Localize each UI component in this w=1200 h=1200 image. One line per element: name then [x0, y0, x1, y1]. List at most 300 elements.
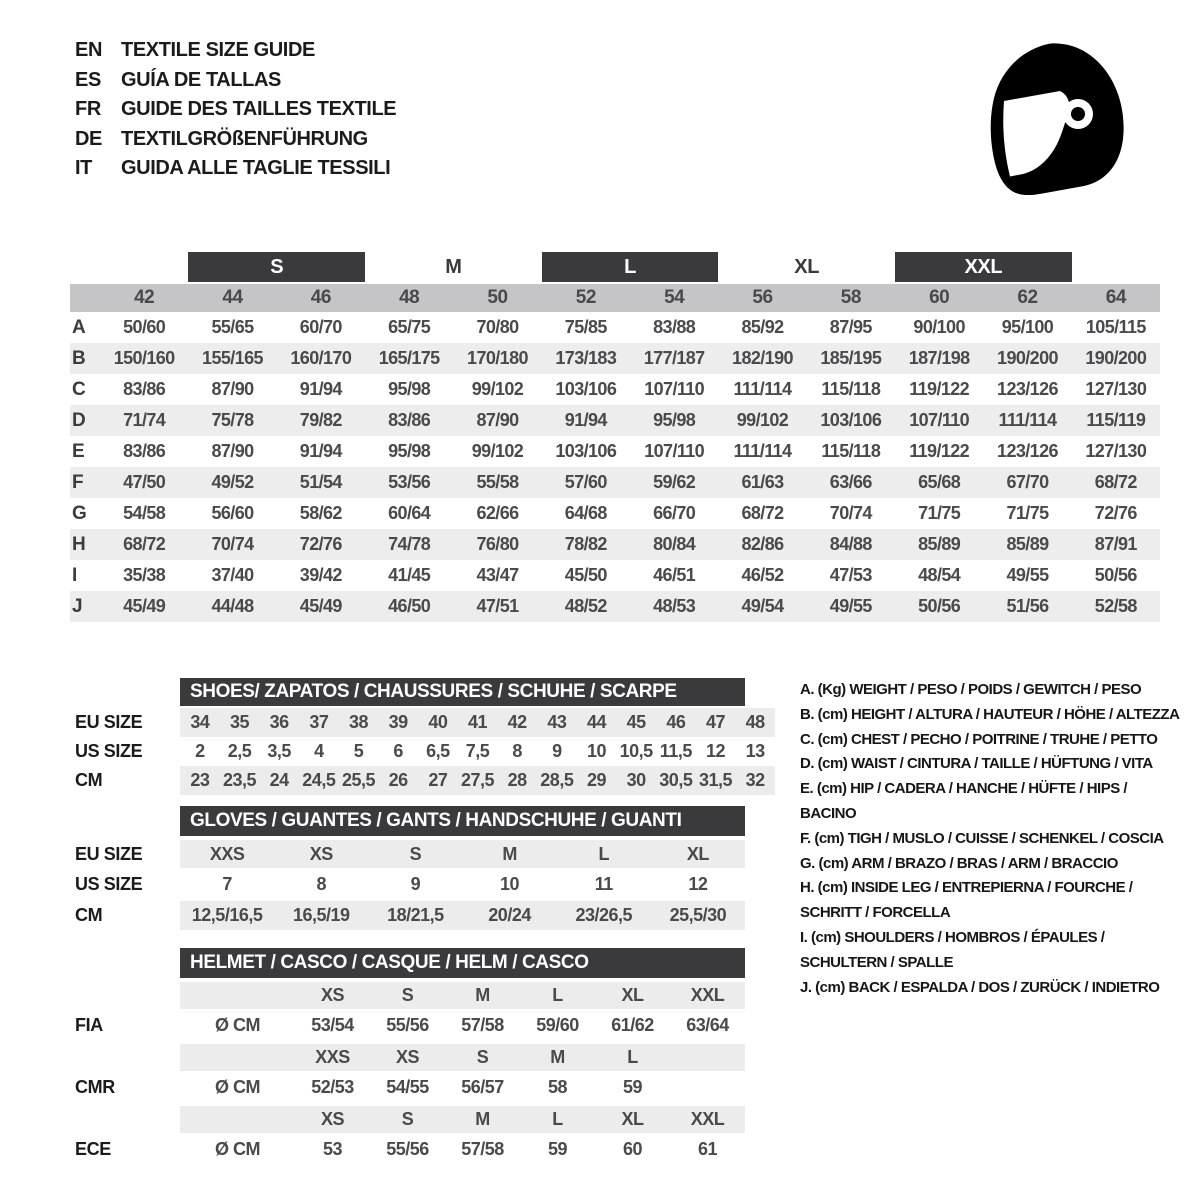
textile-cell: 46/52 — [741, 565, 784, 585]
textile-cell: 47/53 — [829, 565, 872, 585]
textile-cell: 177/187 — [643, 348, 705, 368]
textile-cell: 41/45 — [388, 565, 431, 585]
textile-cell: 50/56 — [1094, 565, 1137, 585]
helmet-ece-sizes-cell: L — [552, 1109, 563, 1129]
textile-row-e — [70, 436, 1160, 467]
size-group-xl: XL — [794, 255, 820, 278]
language-title: GUIDA ALLE TAGLIE TESSILI — [121, 157, 391, 179]
shoes-cm-cell: 31,5 — [698, 770, 733, 790]
textile-cell: 111/114 — [733, 379, 792, 399]
textile-cell: 45/49 — [299, 596, 342, 616]
helmet-label-fia: FIA — [75, 1014, 103, 1035]
textile-row-h — [70, 529, 1160, 560]
textile-cell: 68/72 — [1094, 472, 1137, 492]
language-row-fr — [75, 95, 396, 125]
textile-cell: 48/52 — [564, 596, 607, 616]
textile-cell: 56/60 — [211, 503, 254, 523]
shoes-cm-cell: 30,5 — [659, 770, 693, 790]
textile-cell: 48/54 — [918, 565, 961, 585]
gloves-cm-cell: 20/24 — [488, 905, 531, 925]
shoes-cm-cell: 27 — [428, 770, 448, 790]
row-letter: E — [72, 440, 85, 462]
shoes-eu-size-cell: 39 — [388, 712, 408, 732]
textile-cell: 187/198 — [908, 348, 970, 368]
shoes-us-size-cell: 11,5 — [659, 741, 692, 761]
size-group-m: M — [445, 255, 462, 278]
shoes-eu-size-cell: 40 — [428, 712, 448, 732]
row-letter: B — [72, 347, 86, 369]
helmet-cmr-sizes-cell: XS — [395, 1047, 419, 1067]
gloves-cm-cell: 12,5/16,5 — [191, 905, 263, 925]
textile-size-bar — [70, 252, 1160, 282]
language-title: TEXTILGRÖßENFÜHRUNG — [121, 127, 368, 150]
helmet-cmr-sizes-cell: L — [627, 1047, 638, 1067]
gloves-us-size-cell: 8 — [316, 874, 326, 894]
helmet-fia-values-cell: 57/58 — [461, 1014, 504, 1035]
language-title: GUIDE DES TAILLES TEXTILE — [121, 98, 397, 120]
helmet-cmr-values-cell: 58 — [547, 1076, 568, 1097]
size-number: 54 — [664, 287, 685, 308]
numeric-letter-spacer — [70, 284, 100, 312]
shoes-cm-row — [180, 766, 775, 795]
textile-cell: 72/76 — [1094, 503, 1137, 523]
textile-cell: 87/90 — [211, 441, 254, 461]
textile-cell: 87/95 — [829, 317, 872, 337]
textile-cell: 185/195 — [820, 348, 882, 368]
textile-cell: 115/119 — [1086, 410, 1146, 430]
textile-cell: 60/70 — [299, 317, 342, 337]
textile-cell: 83/88 — [653, 317, 696, 337]
size-group-xxl: XXL — [895, 252, 1072, 282]
textile-cell: 72/76 — [299, 534, 342, 554]
gloves-label-eu-size: EU SIZE — [75, 843, 143, 864]
language-row-de — [75, 125, 396, 155]
gloves-cm-cell: 16,5/19 — [292, 905, 350, 925]
helmet-fia-values-cell: 63/64 — [686, 1014, 729, 1035]
helmet-ece-values-cell: 61 — [697, 1138, 718, 1159]
measurement-legend — [800, 678, 1180, 1000]
legend-item-j: J. (cm) BACK / ESPALDA / DOS / ZURÜCK / INDIETRO — [800, 978, 1160, 996]
textile-cell: 65/75 — [388, 317, 431, 337]
shoes-eu-size-cell: 42 — [507, 712, 527, 732]
helmet-label-ece: ECE — [75, 1138, 111, 1159]
shoes-us-size-cell: 3,5 — [267, 741, 291, 761]
textile-cell: 50/56 — [918, 596, 961, 616]
textile-cell: 66/70 — [653, 503, 696, 523]
gloves-cm-row — [180, 901, 745, 930]
textile-cell: 35/38 — [123, 565, 166, 585]
shoes-eu-size-cell: 35 — [229, 712, 249, 732]
textile-cell: 91/94 — [299, 441, 342, 461]
legend-item-e: E. (cm) HIP / CADERA / HANCHE / HÜFTE / HIPS / BACINO — [800, 780, 1128, 822]
gloves-eu-size-cell: L — [598, 843, 609, 864]
textile-cell: 105/115 — [1085, 317, 1146, 337]
helmet-fia-sizes-cell: M — [475, 985, 490, 1005]
shoes-eu-size-cell: 37 — [309, 712, 329, 732]
textile-cell: 111/114 — [733, 441, 792, 461]
textile-cell: 57/60 — [564, 472, 607, 492]
helmet-cmr-values-cell: 59 — [622, 1076, 643, 1097]
textile-cell: 47/50 — [123, 472, 166, 492]
shoes-cm-cell: 26 — [388, 770, 408, 790]
shoes-eu-size-row — [180, 708, 775, 737]
size-group-spacer — [100, 252, 188, 282]
textile-cell: 46/51 — [653, 565, 696, 585]
textile-row-a — [70, 312, 1160, 343]
shoes-eu-size-cell: 45 — [626, 712, 646, 732]
textile-cell: 87/90 — [476, 410, 519, 430]
row-letter: I — [72, 564, 77, 586]
textile-cell: 115/118 — [821, 379, 881, 399]
legend-item-f: F. (cm) TIGH / MUSLO / CUISSE / SCHENKEL / COSCIA — [800, 829, 1164, 847]
helmet-cmr-sizes-cell: XXS — [315, 1047, 350, 1067]
textile-numeric-sizes-row — [70, 284, 1160, 312]
textile-cell: 107/110 — [909, 410, 970, 430]
size-group-spacer — [1072, 252, 1160, 282]
textile-row-d — [70, 405, 1160, 436]
textile-cell: 62/66 — [476, 503, 519, 523]
helmet-fia-sizes-cell: L — [552, 985, 563, 1005]
textile-cell: 70/74 — [829, 503, 872, 523]
gloves-cm-cell: 23/26,5 — [575, 905, 633, 925]
row-letter: J — [72, 595, 83, 617]
gloves-eu-size-cell: XXS — [209, 843, 245, 864]
textile-cell: 107/110 — [644, 379, 705, 399]
helmet-cmr-sizes-row — [180, 1044, 745, 1071]
helmet-ece-sizes-row — [180, 1106, 745, 1133]
shoes-us-size-cell: 12 — [705, 741, 725, 761]
textile-cell: 127/130 — [1085, 441, 1147, 461]
textile-cell: 170/180 — [467, 348, 528, 368]
textile-cell: 182/190 — [732, 348, 793, 368]
textile-cell: 85/92 — [741, 317, 784, 337]
language-row-es — [75, 66, 396, 96]
shoes-cm-cell: 32 — [745, 770, 765, 790]
textile-cell: 123/126 — [997, 441, 1058, 461]
textile-cell: 58/62 — [299, 503, 342, 523]
textile-cell: 83/86 — [388, 410, 431, 430]
shoes-label-us-size: US SIZE — [75, 741, 143, 761]
legend-item-i: I. (cm) SHOULDERS / HOMBROS / ÉPAULES / SCHULTERN / SPALLE — [800, 928, 1105, 971]
textile-cell: 59/62 — [653, 472, 696, 492]
textile-cell: 190/200 — [1085, 348, 1147, 368]
helmet-ece-sizes-cell: XL — [621, 1109, 644, 1129]
textile-cell: 45/49 — [123, 596, 166, 616]
gloves-label-cm: CM — [75, 905, 103, 925]
racing-helmet-icon — [982, 40, 1132, 198]
shoes-us-size-cell: 10 — [586, 741, 606, 761]
textile-cell: 64/68 — [564, 503, 607, 523]
shoes-us-size-cell: 2,5 — [227, 741, 252, 761]
row-letter: F — [72, 471, 84, 493]
size-number: 42 — [134, 287, 155, 308]
textile-cell: 82/86 — [741, 534, 784, 554]
helmet-fia-sizes-cell: XS — [320, 985, 344, 1005]
shoes-us-size-row — [180, 737, 775, 766]
textile-cell: 119/122 — [909, 379, 970, 399]
textile-cell: 99/102 — [471, 379, 524, 399]
textile-cell: 71/75 — [918, 503, 961, 523]
helmet-fia-sizes-row — [180, 982, 745, 1009]
gloves-cm-cell: 18/21,5 — [387, 905, 444, 925]
shoes-us-size-cell: 13 — [745, 741, 765, 761]
textile-cell: 49/52 — [211, 472, 254, 492]
shoes-us-size-cell: 8 — [512, 741, 522, 761]
textile-cell: 51/54 — [299, 472, 342, 492]
shoes-cm-cell: 27,5 — [460, 770, 495, 790]
textile-cell: 160/170 — [290, 348, 352, 368]
helmet-fia-values-cell: 53/54 — [311, 1014, 354, 1035]
gloves-us-size-cell: 7 — [222, 874, 232, 894]
textile-cell: 103/106 — [555, 379, 617, 399]
row-letter: C — [72, 378, 86, 400]
language-list — [75, 36, 396, 184]
helmet-section-header: HELMET / CASCO / CASQUE / HELM / CASCO — [180, 948, 745, 978]
textile-cell: 95/98 — [388, 441, 431, 461]
textile-cell: 107/110 — [644, 441, 705, 461]
helmet-ece-values-cell: 59 — [547, 1138, 568, 1159]
textile-cell: 111/114 — [998, 410, 1057, 430]
gloves-eu-size-cell: M — [502, 843, 517, 864]
textile-cell: 95/98 — [388, 379, 431, 399]
textile-cell: 127/130 — [1085, 379, 1147, 399]
helmet-cmr-values-row — [180, 1072, 745, 1102]
textile-row-g — [70, 498, 1160, 529]
shoes-eu-size-cell: 46 — [666, 712, 686, 732]
shoes-cm-cell: 28,5 — [540, 770, 574, 790]
gloves-eu-size-cell: S — [409, 843, 422, 864]
textile-cell: 53/56 — [388, 472, 431, 492]
textile-cell: 68/72 — [741, 503, 784, 523]
textile-cell: 63/66 — [829, 472, 872, 492]
helmet-ece-values-cell: 57/58 — [461, 1138, 504, 1159]
helmet-ece-values-cell: 53 — [322, 1138, 343, 1159]
shoes-label-cm: CM — [75, 770, 103, 790]
helmet-fia-values-cell: 59/60 — [536, 1014, 579, 1035]
size-number: 62 — [1017, 287, 1038, 308]
language-code: IT — [75, 157, 92, 179]
gloves-eu-size-cell: XS — [309, 843, 333, 864]
textile-cell: 91/94 — [299, 379, 342, 399]
helmet-ece-values-row — [180, 1134, 745, 1164]
textile-cell: 90/100 — [913, 317, 965, 337]
shoes-cm-cell: 24 — [269, 770, 289, 790]
legend-item-a: A. (Kg) WEIGHT / PESO / POIDS / GEWITCH / PESO — [800, 681, 1142, 698]
helmet-ece-sizes-cell: M — [475, 1109, 490, 1129]
textile-cell: 99/102 — [736, 410, 789, 430]
size-number: 56 — [752, 287, 773, 308]
textile-cell: 76/80 — [476, 534, 519, 554]
textile-cell: 47/51 — [476, 596, 519, 616]
textile-cell: 75/78 — [211, 410, 254, 430]
shoes-us-size-cell: 6 — [393, 741, 403, 761]
textile-row-f — [70, 467, 1160, 498]
textile-cell: 61/63 — [741, 472, 784, 492]
textile-size-table — [70, 252, 1160, 622]
textile-cell: 99/102 — [471, 441, 524, 461]
gloves-eu-size-cell: XL — [686, 843, 709, 864]
shoes-eu-size-cell: 47 — [705, 712, 725, 732]
textile-cell: 44/48 — [211, 596, 254, 616]
shoes-us-size-cell: 9 — [552, 741, 562, 761]
helmet-ece-values-cell: 60 — [622, 1138, 643, 1159]
size-number: 60 — [929, 287, 950, 308]
textile-cell: 67/70 — [1006, 472, 1049, 492]
shoes-eu-size-cell: 41 — [467, 712, 487, 732]
textile-cell: 123/126 — [997, 379, 1058, 399]
size-bar-letter-spacer — [70, 252, 100, 282]
textile-cell: 165/175 — [378, 348, 440, 368]
textile-cell: 55/65 — [211, 317, 254, 337]
helmet-fia-values-cell: 61/62 — [611, 1014, 654, 1035]
textile-cell: 54/58 — [123, 503, 166, 523]
textile-cell: 46/50 — [388, 596, 431, 616]
textile-cell: 37/40 — [211, 565, 254, 585]
textile-cell: 83/86 — [123, 441, 166, 461]
textile-cell: 78/82 — [564, 534, 607, 554]
textile-cell: 65/68 — [918, 472, 961, 492]
helmet-ece-values-cell: Ø CM — [215, 1138, 260, 1159]
language-row-en — [75, 36, 396, 66]
helmet-fia-sizes-cell: S — [401, 985, 414, 1005]
size-number: 44 — [222, 287, 243, 308]
shoes-eu-size-cell: 48 — [745, 712, 765, 732]
shoes-eu-size-cell: 34 — [190, 712, 210, 732]
size-number: 52 — [575, 287, 596, 308]
legend-item-h: H. (cm) INSIDE LEG / ENTREPIERNA / FOURCHE / SCHRITT / FORCELLA — [800, 879, 1133, 922]
textile-row-j — [70, 591, 1160, 622]
helmet-fia-values-cell: Ø CM — [215, 1014, 260, 1035]
gloves-cm-cell: 25,5/30 — [669, 905, 727, 925]
size-group-s: S — [188, 252, 365, 282]
gloves-us-size-cell: 10 — [500, 874, 520, 894]
shoes-cm-cell: 28 — [507, 770, 527, 790]
helmet-fia-values-row — [180, 1010, 745, 1040]
legend-item-g: G. (cm) ARM / BRAZO / BRAS / ARM / BRACCIO — [800, 854, 1118, 872]
textile-cell: 50/60 — [123, 317, 166, 337]
size-number: 64 — [1105, 287, 1126, 308]
gloves-us-size-row — [180, 870, 745, 899]
textile-cell: 43/47 — [476, 565, 519, 585]
helmet-ece-sizes-cell: XS — [320, 1109, 344, 1129]
gloves-section-header: GLOVES / GUANTES / GANTS / HANDSCHUHE / GUANTI — [180, 806, 745, 836]
textile-cell: 155/165 — [202, 348, 263, 368]
shoes-us-size-cell: 5 — [353, 741, 364, 761]
shoes-us-size-cell: 6,5 — [426, 741, 450, 761]
shoes-label-eu-size: EU SIZE — [75, 712, 143, 732]
language-row-it — [75, 154, 396, 184]
shoes-eu-size-cell: 43 — [547, 712, 567, 732]
size-number: 46 — [310, 287, 331, 308]
helmet-ece-sizes-cell: XXL — [690, 1109, 725, 1129]
textile-cell: 75/85 — [564, 317, 607, 337]
textile-cell: 84/88 — [829, 534, 872, 554]
gloves-us-size-cell: 12 — [688, 874, 708, 894]
shoes-cm-cell: 24,5 — [302, 770, 336, 790]
legend-item-c: C. (cm) CHEST / PECHO / POITRINE / TRUHE / PETTO — [800, 730, 1158, 748]
textile-cell: 68/72 — [123, 534, 166, 554]
helmet-cmr-values-cell: 56/57 — [461, 1076, 504, 1097]
textile-cell: 150/160 — [113, 348, 175, 368]
size-number: 48 — [399, 287, 420, 308]
shoes-cm-cell: 25,5 — [341, 770, 376, 790]
row-letter: A — [72, 316, 86, 338]
textile-cell: 39/42 — [299, 565, 342, 585]
size-number: 58 — [840, 287, 861, 308]
language-title: TEXTILE SIZE GUIDE — [121, 39, 315, 61]
textile-cell: 95/100 — [1001, 317, 1054, 337]
helmet-fia-values-cell: 55/56 — [386, 1014, 429, 1035]
helmet-cmr-values-cell: Ø CM — [215, 1076, 260, 1097]
textile-cell: 48/53 — [653, 596, 696, 616]
helmet-cmr-sizes-cell: M — [550, 1047, 565, 1067]
helmet-cmr-sizes-cell: S — [476, 1047, 489, 1067]
textile-cell: 87/91 — [1094, 534, 1137, 554]
row-letter: D — [72, 409, 86, 431]
textile-cell: 85/89 — [1006, 534, 1049, 554]
helmet-ece-sizes-cell: S — [401, 1109, 414, 1129]
textile-cell: 80/84 — [653, 534, 696, 554]
textile-cell: 71/75 — [1006, 503, 1049, 523]
textile-cell: 103/106 — [820, 410, 882, 430]
shoes-eu-size-cell: 36 — [269, 712, 289, 732]
shoes-eu-size-cell: 38 — [348, 712, 368, 732]
textile-cell: 60/64 — [388, 503, 431, 523]
gloves-eu-size-row — [180, 840, 745, 868]
textile-cell: 79/82 — [299, 410, 342, 430]
shoes-us-size-cell: 4 — [314, 741, 324, 761]
textile-row-b — [70, 343, 1160, 374]
textile-cell: 115/118 — [821, 441, 881, 461]
shoes-us-size-cell: 7,5 — [465, 741, 490, 761]
textile-cell: 70/74 — [211, 534, 254, 554]
textile-cell: 49/55 — [829, 596, 872, 616]
textile-rows — [70, 312, 1160, 622]
row-letter: H — [72, 533, 86, 555]
shoes-cm-cell: 29 — [586, 770, 606, 790]
legend-item-d: D. (cm) WAIST / CINTURA / TAILLE / HÜFTUNG / VITA — [800, 755, 1153, 773]
shoes-section-header: SHOES/ ZAPATOS / CHAUSSURES / SCHUHE / SCARPE — [180, 678, 745, 706]
gloves-us-size-cell: 11 — [594, 874, 613, 894]
textile-row-i — [70, 560, 1160, 591]
textile-cell: 74/78 — [388, 534, 431, 554]
helmet-cmr-values-cell: 52/53 — [311, 1076, 354, 1097]
language-code: EN — [75, 39, 102, 61]
textile-cell: 85/89 — [918, 534, 961, 554]
shoes-us-size-cell: 10,5 — [619, 741, 653, 761]
textile-cell: 87/90 — [211, 379, 254, 399]
textile-cell: 49/55 — [1006, 565, 1049, 585]
helmet-cmr-values-cell: 54/55 — [386, 1076, 429, 1097]
textile-cell: 51/56 — [1006, 596, 1049, 616]
textile-cell: 119/122 — [909, 441, 970, 461]
textile-cell: 173/183 — [555, 348, 617, 368]
language-code: FR — [75, 98, 101, 120]
shoes-cm-cell: 23,5 — [222, 770, 257, 790]
textile-row-c — [70, 374, 1160, 405]
textile-cell: 103/106 — [555, 441, 617, 461]
row-letter: G — [72, 502, 87, 524]
textile-cell: 55/58 — [476, 472, 519, 492]
textile-cell: 95/98 — [653, 410, 696, 430]
shoes-cm-cell: 23 — [190, 770, 210, 790]
shoes-us-size-cell: 2 — [195, 741, 205, 761]
shoes-eu-size-cell: 44 — [586, 712, 606, 732]
textile-cell: 190/200 — [997, 348, 1058, 368]
helmet-ece-values-cell: 55/56 — [386, 1138, 429, 1159]
helmet-label-cmr: CMR — [75, 1076, 115, 1097]
gloves-label-us-size: US SIZE — [75, 874, 143, 894]
